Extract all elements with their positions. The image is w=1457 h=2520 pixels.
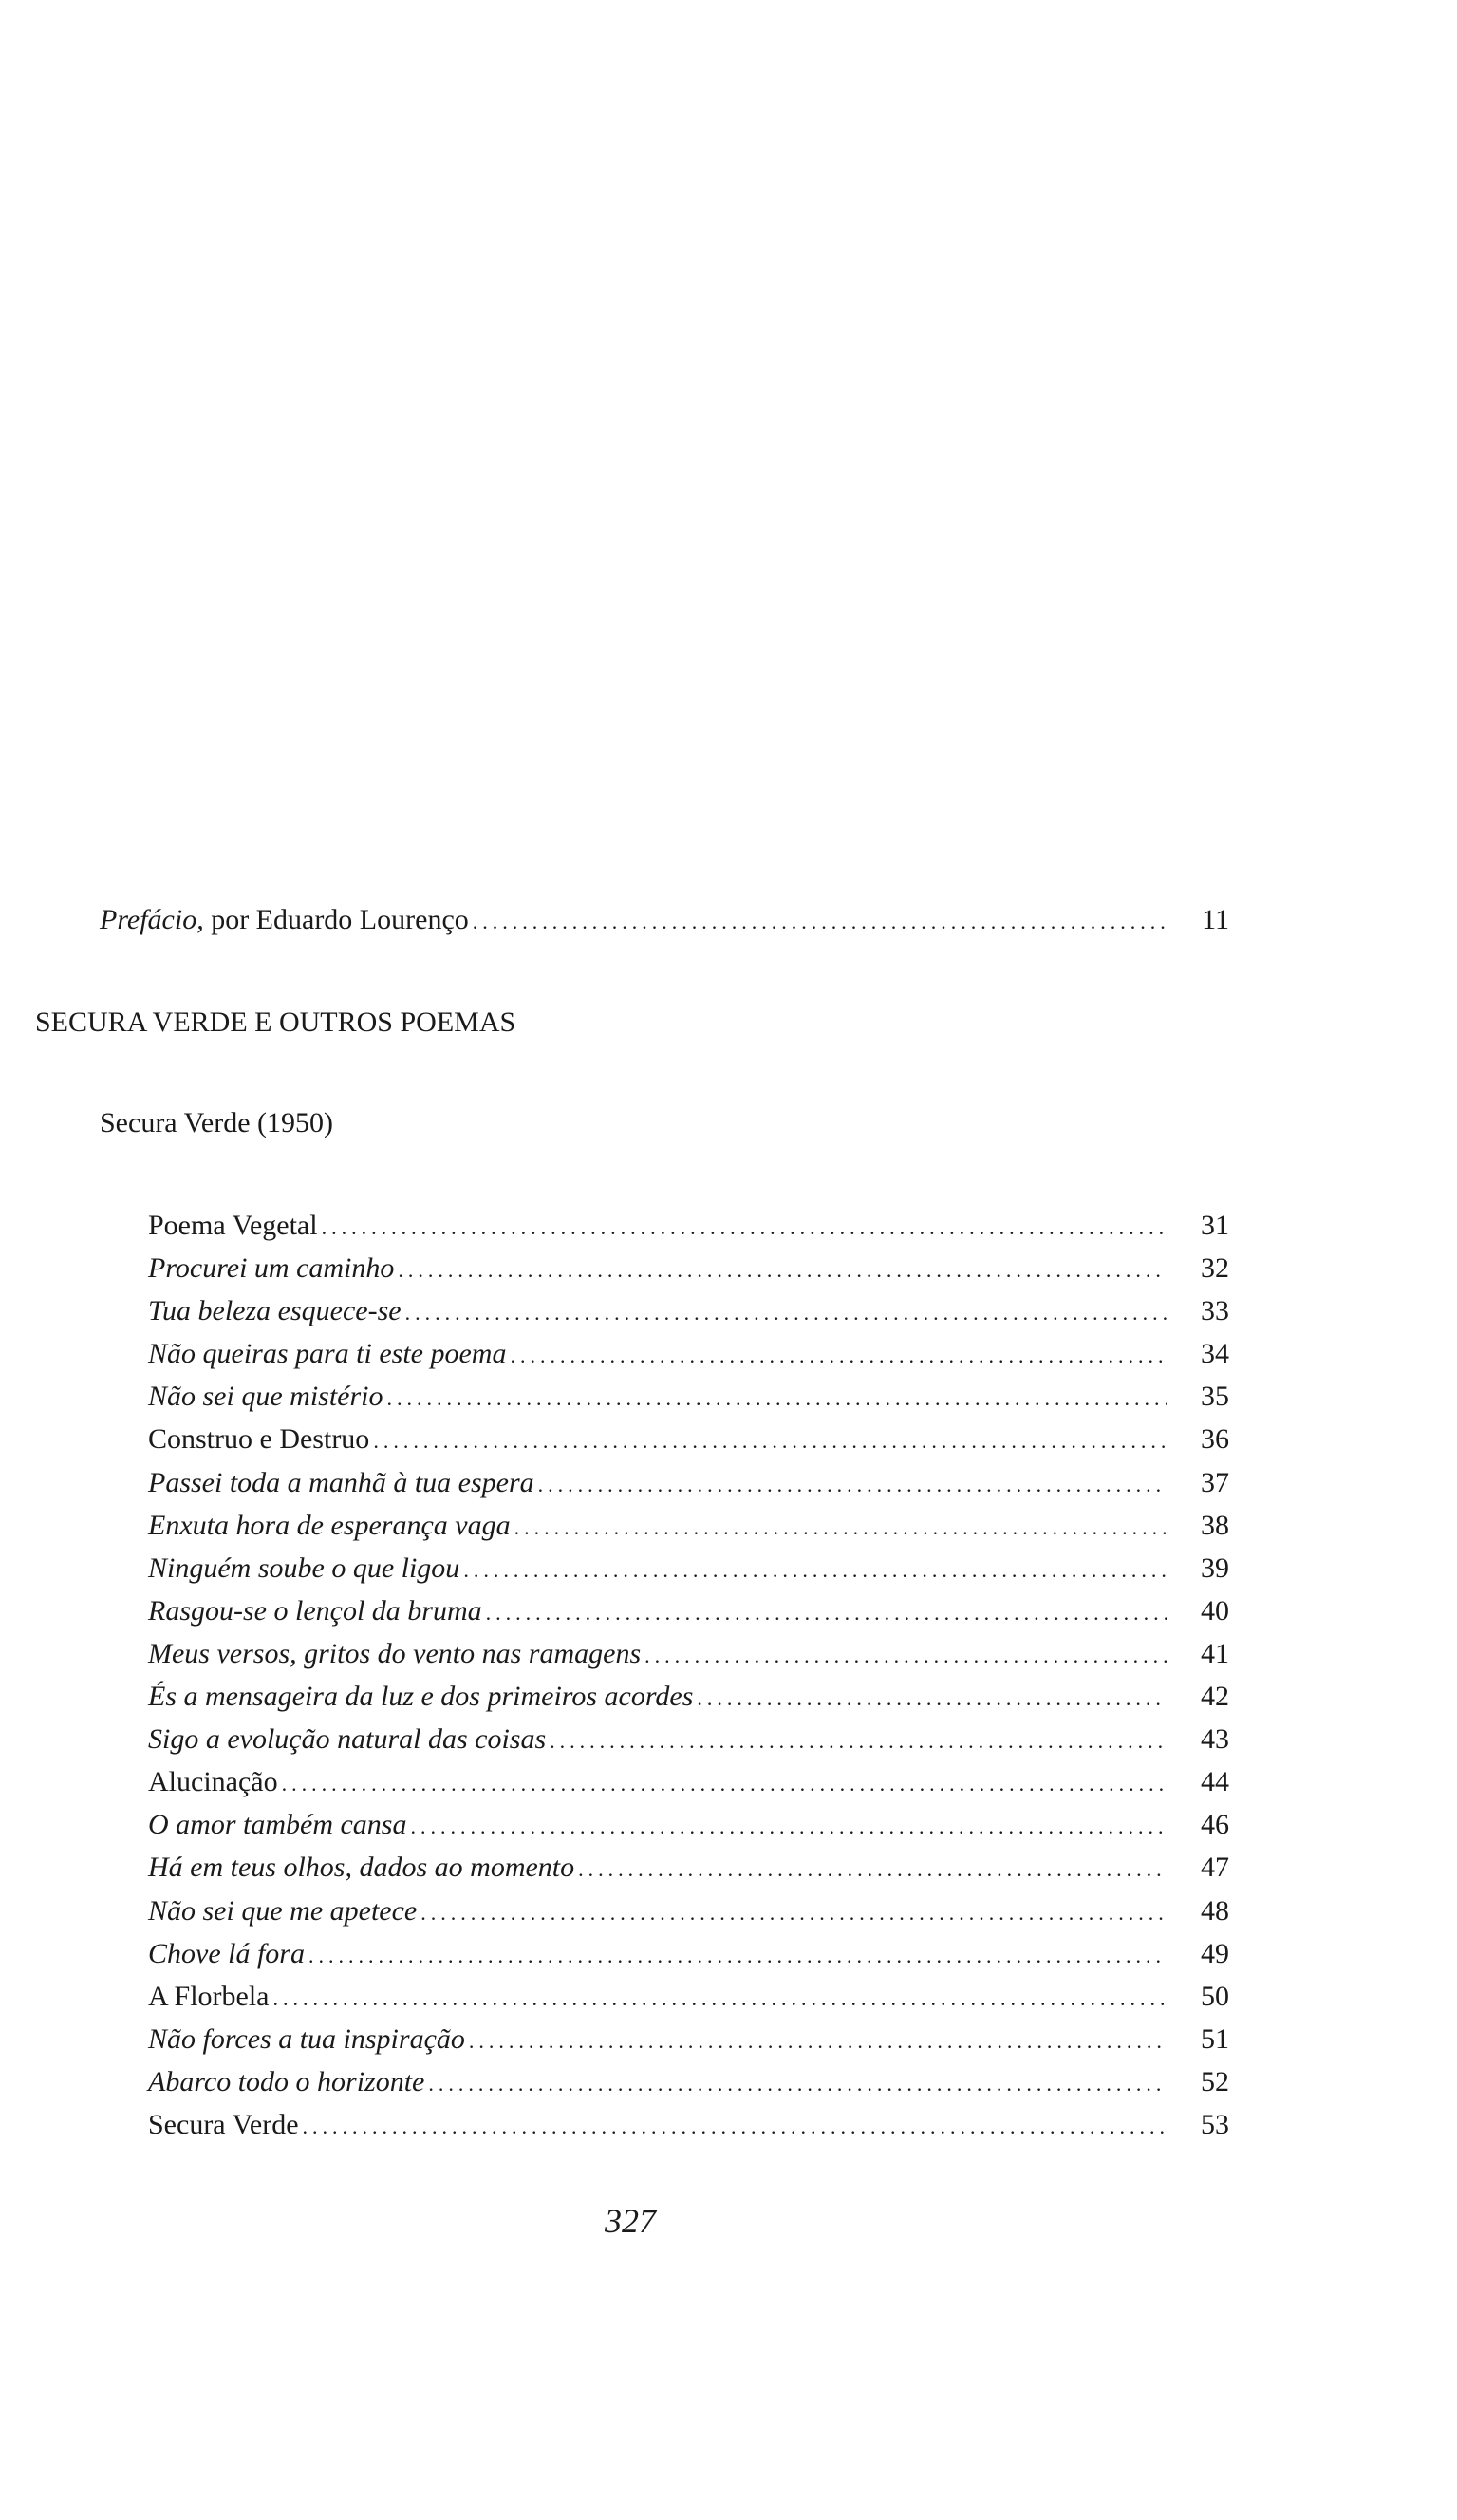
toc-entry bbox=[148, 1467, 1229, 1510]
toc-entry-title: Há em teus olhos, dados ao momento bbox=[148, 1852, 575, 1884]
toc-entry-title: O amor também cansa bbox=[148, 1809, 407, 1841]
dot-leader bbox=[697, 1686, 1167, 1711]
dot-leader bbox=[420, 1901, 1167, 1926]
toc-entry-page: 38 bbox=[1201, 1509, 1229, 1541]
dot-leader bbox=[486, 1601, 1167, 1626]
toc-entry bbox=[148, 1809, 1229, 1852]
toc-entry bbox=[148, 2023, 1229, 2066]
toc-entry-page: 11 bbox=[1202, 904, 1229, 935]
dot-leader bbox=[322, 1215, 1167, 1240]
toc-entry-page: 31 bbox=[1201, 1210, 1229, 1241]
toc-entry-title: Procurei um caminho bbox=[148, 1252, 395, 1285]
dot-leader bbox=[373, 1429, 1167, 1454]
dot-leader bbox=[473, 910, 1167, 934]
dot-leader bbox=[463, 1558, 1167, 1583]
toc-entry-page: 39 bbox=[1201, 1551, 1229, 1584]
toc-entry-title: Não forces a tua inspiração bbox=[148, 2022, 465, 2055]
toc-entry-title: Secura Verde bbox=[148, 2108, 299, 2140]
toc-entry-page: 34 bbox=[1201, 1338, 1229, 1370]
dot-leader bbox=[428, 2072, 1167, 2097]
dot-leader bbox=[282, 1772, 1167, 1796]
dot-leader bbox=[405, 1301, 1167, 1326]
toc-entry-page: 37 bbox=[1201, 1466, 1229, 1498]
toc-entry bbox=[148, 1295, 1229, 1338]
toc-entry-page: 40 bbox=[1201, 1594, 1229, 1627]
toc-entry-page: 50 bbox=[1201, 1980, 1229, 2012]
toc-entry bbox=[148, 1423, 1229, 1466]
dot-leader bbox=[387, 1386, 1167, 1411]
dot-leader bbox=[308, 1944, 1167, 1968]
toc-entry-title: Poema Vegetal bbox=[148, 1210, 318, 1241]
toc-entry-page: 36 bbox=[1201, 1423, 1229, 1456]
toc-entry-title: Não queiras para ti este poema bbox=[148, 1338, 507, 1370]
toc-entry-page: 51 bbox=[1201, 2022, 1229, 2055]
dot-leader bbox=[538, 1473, 1167, 1497]
toc-entry bbox=[148, 1981, 1229, 2023]
toc-entry-page: 42 bbox=[1201, 1681, 1229, 1713]
toc-entry-title: Chove lá fora bbox=[148, 1937, 305, 1969]
toc-entry-title: Ninguém soube o que ligou bbox=[148, 1551, 460, 1584]
toc-entry bbox=[148, 1938, 1229, 1981]
toc-entry-title: Sigo a evolução natural das coisas bbox=[148, 1723, 547, 1756]
toc-entry-page: 52 bbox=[1201, 2065, 1229, 2097]
toc-entry-page: 43 bbox=[1201, 1723, 1229, 1756]
toc-entry-page: 41 bbox=[1201, 1637, 1229, 1669]
dot-leader bbox=[550, 1729, 1167, 1754]
toc-entry-title: Construo e Destruo bbox=[148, 1423, 370, 1456]
toc-entry bbox=[148, 1381, 1229, 1423]
toc-entry-list bbox=[148, 1210, 1229, 2152]
dot-leader bbox=[644, 1644, 1167, 1668]
toc-entry bbox=[148, 1552, 1229, 1595]
toc-entry bbox=[148, 2109, 1229, 2152]
toc-entry-title: Não sei que mistério bbox=[148, 1381, 383, 1413]
toc-entry bbox=[148, 1338, 1229, 1381]
toc-entry-title: Enxuta hora de esperança vaga bbox=[148, 1509, 511, 1541]
toc-entry-page: 35 bbox=[1201, 1381, 1229, 1413]
dot-leader bbox=[303, 2115, 1167, 2139]
toc-entry bbox=[148, 1595, 1229, 1638]
toc-entry-preface bbox=[100, 904, 1229, 936]
preface-author: por Eduardo Lourenço bbox=[203, 904, 469, 935]
toc-entry-title: A Florbela bbox=[148, 1980, 270, 2012]
toc-entry bbox=[148, 1210, 1229, 1252]
toc-entry-page: 33 bbox=[1201, 1295, 1229, 1327]
toc-entry bbox=[148, 1510, 1229, 1552]
dot-leader bbox=[510, 1344, 1167, 1368]
toc-entry-page: 32 bbox=[1201, 1252, 1229, 1285]
subsection-heading: Secura Verde (1950) bbox=[100, 1107, 334, 1138]
toc-entry-title: Passei toda a manhã à tua espera bbox=[148, 1466, 534, 1498]
toc-entry-page: 48 bbox=[1201, 1894, 1229, 1927]
toc-entry-title: Não sei que me apetece bbox=[148, 1894, 418, 1927]
dot-leader bbox=[273, 1986, 1167, 2011]
toc-entry-page: 46 bbox=[1201, 1809, 1229, 1841]
dot-leader bbox=[469, 2029, 1167, 2054]
preface-label: Prefácio, bbox=[100, 904, 204, 935]
toc-entry-title: Tua beleza esquece-se bbox=[148, 1295, 402, 1327]
toc-entry-page: 47 bbox=[1201, 1852, 1229, 1884]
toc-entry-title bbox=[100, 904, 469, 936]
toc-entry bbox=[148, 1895, 1229, 1938]
toc-entry-title: És a mensageira da luz e dos primeiros acordes bbox=[148, 1681, 694, 1713]
toc-entry-title: Rasgou-se o lençol da bruma bbox=[148, 1594, 482, 1627]
toc-entry bbox=[148, 1852, 1229, 1894]
dot-leader bbox=[514, 1515, 1167, 1540]
section-heading: SECURA VERDE E OUTROS POEMAS bbox=[35, 1006, 516, 1038]
dot-leader bbox=[578, 1857, 1167, 1882]
toc-entry-page: 49 bbox=[1201, 1937, 1229, 1969]
toc-entry bbox=[148, 2066, 1229, 2109]
toc-entry-page: 53 bbox=[1201, 2108, 1229, 2140]
page-number: 327 bbox=[605, 2202, 656, 2240]
dot-leader bbox=[398, 1258, 1167, 1283]
dot-leader bbox=[410, 1815, 1167, 1839]
toc-entry bbox=[148, 1638, 1229, 1681]
toc-entry-title: Meus versos, gritos do vento nas ramagens bbox=[148, 1637, 642, 1669]
toc-entry-title: Abarco todo o horizonte bbox=[148, 2065, 425, 2097]
toc-entry-page: 44 bbox=[1201, 1766, 1229, 1798]
toc-entry bbox=[148, 1723, 1229, 1766]
toc-entry-title: Alucinação bbox=[148, 1766, 278, 1798]
toc-entry bbox=[148, 1766, 1229, 1809]
toc-entry bbox=[148, 1252, 1229, 1295]
toc-entry bbox=[148, 1681, 1229, 1723]
